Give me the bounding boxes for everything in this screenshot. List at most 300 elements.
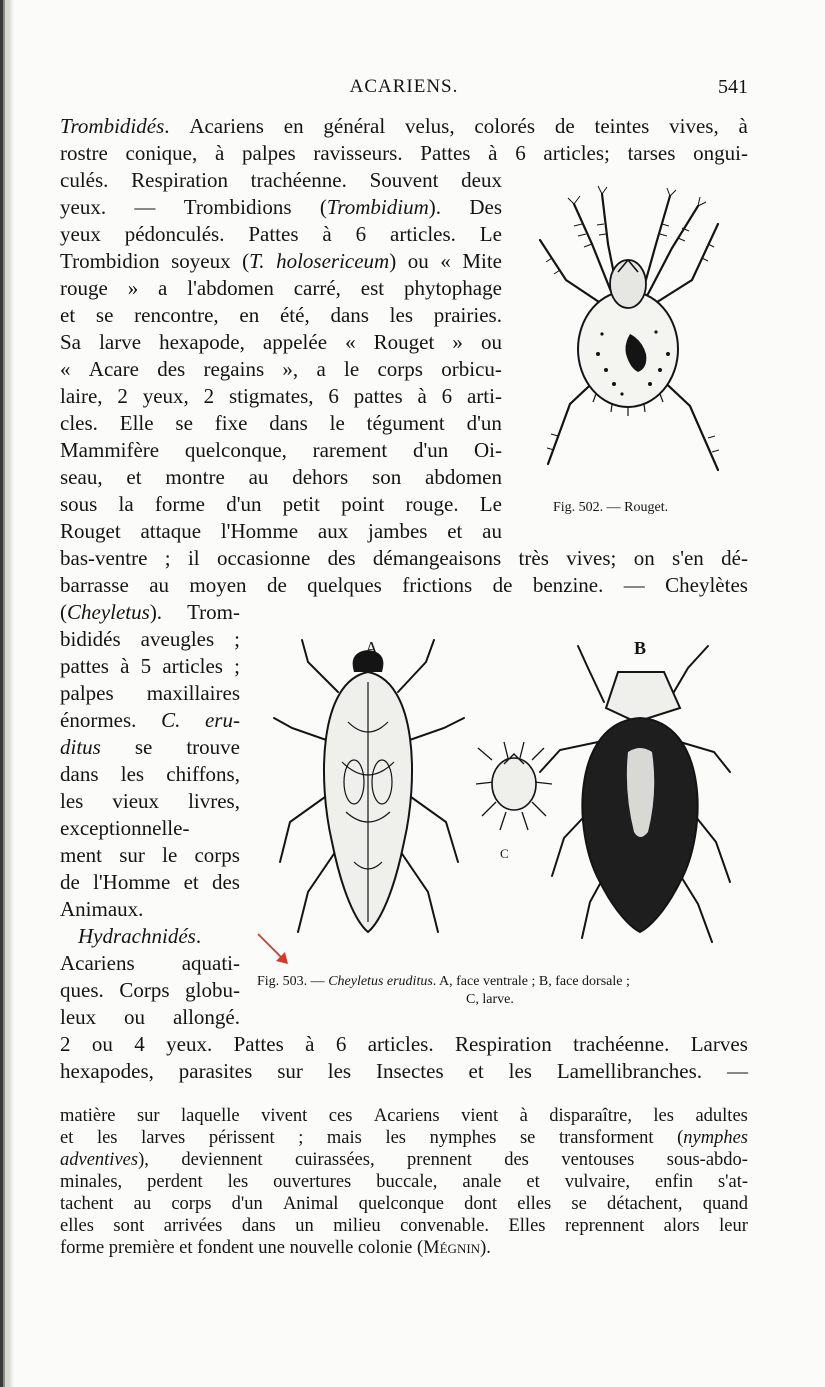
p1-line: [60, 383, 502, 410]
word: ongui-: [693, 141, 748, 165]
word: ou: [407, 249, 429, 273]
word: globu-: [185, 978, 240, 1002]
word: se: [571, 1194, 587, 1214]
p1-line: [60, 302, 502, 329]
word: reprennent: [565, 1216, 645, 1236]
word: le: [344, 357, 360, 381]
word: montre: [165, 465, 225, 489]
word: alors: [663, 1216, 700, 1236]
word: culés.: [60, 168, 109, 192]
word: est: [360, 276, 385, 300]
word: des: [211, 870, 240, 894]
word: et: [126, 465, 142, 489]
word: Pattes: [420, 141, 471, 165]
word: quand: [702, 1194, 748, 1214]
word: Souvent: [369, 168, 439, 192]
word: yeux,: [142, 384, 189, 408]
word: ou: [124, 1005, 146, 1029]
word: stigmates,: [228, 384, 314, 408]
word: velus,: [405, 114, 455, 138]
word: 4: [134, 1032, 145, 1056]
word: 6: [515, 141, 526, 165]
word: articles.: [367, 1032, 434, 1056]
word: Larves: [690, 1032, 748, 1056]
word: 2: [60, 1032, 71, 1056]
small-line: forme première et fondent une nouvelle colonie (Mégnin).: [60, 1238, 491, 1258]
word: vient: [461, 1106, 499, 1126]
small-line: [60, 1105, 748, 1127]
p1-line: [60, 329, 502, 356]
word: quelques: [307, 573, 382, 597]
word: corps: [194, 843, 240, 867]
word: un: [295, 1216, 314, 1236]
word: d'un: [466, 411, 502, 435]
word: Acariens: [373, 1106, 440, 1126]
cheyletus-ventral-drawing: [274, 640, 464, 932]
word: et: [60, 1128, 74, 1148]
page-number: 541: [718, 76, 748, 98]
word: pédonculés.: [124, 222, 225, 246]
word: laire,: [60, 384, 103, 408]
small-line: [60, 1215, 748, 1237]
word: d'un: [231, 1194, 263, 1214]
word: trachéenne.: [250, 168, 347, 192]
figure-503-label-a: A: [365, 638, 378, 658]
word: dont: [464, 1194, 498, 1214]
word: ;: [234, 627, 240, 651]
word: seau,: [60, 465, 103, 489]
word: Respiration: [131, 168, 228, 192]
word: deux: [461, 168, 502, 192]
cheyletus-larva-drawing: [476, 742, 552, 830]
word: et: [468, 1059, 484, 1083]
word: arrivées: [163, 1216, 223, 1236]
word: 6: [441, 384, 453, 408]
p2-line: [60, 599, 240, 626]
word: regains: [203, 357, 265, 381]
word: l'Homme: [220, 519, 299, 543]
word: les: [385, 1128, 406, 1148]
word: yeux: [60, 222, 101, 246]
word: trouve: [186, 735, 240, 759]
p2-line: [60, 1004, 240, 1031]
word: au: [248, 465, 269, 489]
word: carré,: [293, 276, 341, 300]
word: et: [447, 519, 463, 543]
word: parasites: [178, 1059, 253, 1083]
p1-line: [60, 518, 502, 545]
word: pattes: [60, 654, 109, 678]
word: énormes.: [60, 708, 137, 732]
word: les: [120, 762, 145, 786]
word: dans: [330, 303, 369, 327]
p2-line: Animaux.: [60, 897, 144, 921]
word: ditus: [60, 735, 101, 759]
word: abdomen: [425, 465, 502, 489]
word: à: [738, 114, 748, 138]
word: Acare: [88, 357, 139, 381]
word: arti-: [466, 384, 502, 408]
word: vives,: [669, 114, 719, 138]
word: »,: [282, 357, 299, 381]
word: Trombidions: [183, 195, 292, 219]
p1-line: [60, 140, 748, 167]
word: détachent,: [607, 1194, 683, 1214]
word: les: [653, 1106, 674, 1126]
word: ventouses: [561, 1150, 635, 1170]
word: forme: [154, 492, 206, 516]
word: la: [118, 492, 134, 516]
p1-line: [60, 167, 502, 194]
figure-502-rouget: [522, 184, 734, 494]
word: holosericeum): [276, 249, 397, 273]
word: a: [158, 276, 168, 300]
word: ouvertures: [273, 1172, 352, 1192]
word: cles.: [60, 411, 98, 435]
word: (Cheyletus).: [60, 600, 163, 624]
word: leur: [719, 1216, 748, 1236]
word: de: [60, 870, 80, 894]
word: aveugles: [140, 627, 215, 651]
word: frictions: [402, 573, 473, 597]
word: aux: [317, 519, 349, 543]
word: rarement: [312, 438, 388, 462]
word: des: [157, 357, 186, 381]
word: —: [134, 195, 156, 219]
page-binding-edge: [0, 0, 14, 1387]
p1-line: [60, 545, 748, 572]
word: hexapode,: [159, 330, 245, 354]
word: C.: [161, 708, 181, 732]
word: bas-ventre: [60, 546, 148, 570]
word: —: [623, 573, 645, 597]
word: de: [554, 114, 575, 138]
word: anale: [462, 1172, 502, 1192]
word: ;: [234, 654, 240, 678]
word: en: [239, 303, 260, 327]
word: (Trombidium).: [319, 195, 441, 219]
word: point: [341, 492, 385, 516]
word: très: [518, 546, 549, 570]
figure-503-caption: [257, 974, 630, 990]
word: larves: [141, 1128, 186, 1148]
word: se: [134, 735, 153, 759]
word: 6: [335, 1032, 347, 1056]
word: de: [492, 573, 513, 597]
word: au: [149, 573, 170, 597]
word: Rouget: [60, 519, 121, 543]
red-annotation-arrow: [254, 930, 294, 970]
word: appelée: [262, 330, 328, 354]
word: des: [327, 546, 356, 570]
word: Pattes: [233, 1032, 284, 1056]
word: moyen: [189, 573, 247, 597]
word: teintes: [594, 114, 650, 138]
word: les: [60, 789, 84, 813]
word: buccale,: [376, 1172, 438, 1192]
word: sous-abdo-: [666, 1150, 748, 1170]
word: Acariens: [60, 951, 135, 975]
word: exceptionnelle-: [60, 816, 190, 840]
word: hexapodes,: [60, 1059, 154, 1083]
word: nymphes: [429, 1128, 497, 1148]
figure-503-caption-prefix: Fig. 503. —: [257, 974, 329, 989]
word: adultes: [695, 1106, 748, 1126]
p1-line: [60, 464, 502, 491]
word: »: [452, 330, 463, 354]
word: allongé.: [172, 1005, 240, 1029]
p2-line: [60, 950, 240, 977]
word: en: [283, 114, 304, 138]
word: les: [227, 1172, 249, 1192]
word: Mite: [462, 249, 502, 273]
p1-line: [60, 194, 502, 221]
word: Acariens: [189, 114, 264, 138]
word: ;: [298, 1128, 304, 1148]
figure-503-label-b: B: [634, 638, 647, 658]
word: 2: [203, 384, 215, 408]
word: a: [316, 357, 326, 381]
word: leux: [60, 1005, 97, 1029]
word: vives;: [566, 546, 617, 570]
word: dé-: [721, 546, 748, 570]
figure-503-label-c: C: [500, 846, 509, 861]
word: l'Homme: [93, 870, 171, 894]
word: son: [372, 465, 402, 489]
p1-line: [60, 572, 748, 599]
word: aquati-: [181, 951, 240, 975]
word: mais: [326, 1128, 362, 1148]
word: pattes: [353, 384, 403, 408]
word: «: [440, 249, 451, 273]
word: occasionne: [216, 546, 311, 570]
word: colorés: [474, 114, 536, 138]
p2-line: Hydrachnidés.: [78, 924, 202, 948]
word: Cheylètes: [665, 573, 748, 597]
figure-503-caption-species: Cheyletus eruditus: [328, 974, 433, 989]
word: Oi-: [473, 438, 502, 462]
p2-line: [60, 734, 240, 761]
p2-line: [60, 626, 240, 653]
word: quelconque: [358, 1194, 444, 1214]
word: Sa: [60, 330, 81, 354]
word: corps: [171, 1194, 212, 1214]
word: elles: [517, 1194, 552, 1214]
word: ravisseurs.: [313, 141, 403, 165]
word: sur: [119, 843, 145, 867]
word: au: [133, 1194, 152, 1214]
word: Elle: [119, 411, 154, 435]
figure-503-caption-views: . A, face ventrale ; B, face dorsale ;: [432, 974, 630, 989]
word: (nymphes: [677, 1128, 748, 1148]
word: prennent: [407, 1150, 472, 1170]
p2-line: [60, 788, 240, 815]
word: rostre: [60, 141, 108, 165]
cheyletus-dorsal-drawing: [540, 646, 730, 942]
word: périssent: [208, 1128, 275, 1148]
word: dans: [60, 762, 99, 786]
word: dans: [269, 411, 308, 435]
word: palpes: [242, 141, 296, 165]
word: de: [266, 573, 287, 597]
word: ou: [480, 330, 502, 354]
word: à: [417, 384, 427, 408]
word: Le: [479, 222, 502, 246]
p2-line: [60, 842, 240, 869]
p2-line: [60, 680, 240, 707]
word: livres,: [188, 789, 240, 813]
word: à: [322, 222, 332, 246]
word: transforment: [558, 1128, 654, 1148]
p1-line: [60, 437, 502, 464]
word: à: [214, 141, 225, 165]
word: sous: [60, 492, 98, 516]
word: Pattes: [248, 222, 299, 246]
word: les: [327, 1059, 352, 1083]
word: cuirassées,: [294, 1150, 375, 1170]
word: larve: [99, 330, 142, 354]
p2-line: [60, 977, 240, 1004]
word: 6: [328, 384, 339, 408]
word: au: [482, 519, 502, 543]
small-line: [60, 1193, 748, 1215]
word: ;: [164, 546, 171, 570]
word: articles.: [390, 222, 456, 246]
word: Trom-: [187, 600, 240, 624]
word: sont: [113, 1216, 145, 1236]
word: matière: [60, 1106, 116, 1126]
word: à: [305, 1032, 315, 1056]
word: se: [519, 1128, 536, 1148]
word: —: [726, 1059, 748, 1083]
word: bididés: [60, 627, 121, 651]
word: les: [389, 303, 413, 327]
word: adventives),: [60, 1150, 149, 1170]
word: elles: [60, 1216, 94, 1236]
word: Corps: [119, 978, 170, 1002]
word: Respiration: [454, 1032, 552, 1056]
p2-line: [60, 707, 240, 734]
word: d'un: [226, 492, 262, 516]
p2-line: [60, 869, 240, 896]
word: vulvaire,: [564, 1172, 630, 1192]
word: Le: [479, 492, 502, 516]
word: il: [187, 546, 200, 570]
small-line: [60, 1171, 748, 1193]
word: phytophage: [403, 276, 502, 300]
word: rouge.: [405, 492, 459, 516]
word: Rouget: [373, 330, 435, 354]
word: vieux: [112, 789, 160, 813]
word: tégument: [366, 411, 445, 435]
word: eru-: [204, 708, 240, 732]
word: 2: [117, 384, 128, 408]
word: enfin: [654, 1172, 693, 1192]
word: dans: [241, 1216, 276, 1236]
word: attaque: [140, 519, 202, 543]
word: à: [120, 654, 130, 678]
word: Trombididés.: [60, 114, 170, 138]
word: dehors: [292, 465, 349, 489]
word: ou: [91, 1032, 113, 1056]
p1-line: [60, 248, 502, 275]
word: convenable.: [400, 1216, 489, 1236]
page-header: [60, 76, 748, 102]
word: «: [60, 357, 71, 381]
word: (T.: [242, 249, 265, 273]
word: Lamellibranches.: [556, 1059, 703, 1083]
word: Mammifère: [60, 438, 160, 462]
word: fixe: [214, 411, 248, 435]
word: sur: [136, 1106, 160, 1126]
word: Elles: [508, 1216, 546, 1236]
word: démangeaisons: [372, 546, 502, 570]
word: ces: [328, 1106, 353, 1126]
p2-line: [60, 815, 240, 842]
word: et: [60, 303, 76, 327]
word: jambes: [367, 519, 428, 543]
word: rencontre,: [134, 303, 219, 327]
word: Animal: [282, 1194, 339, 1214]
p2-line: [60, 1031, 748, 1058]
word: yeux.: [166, 1032, 213, 1056]
word: 5: [140, 654, 152, 678]
p1-line: [60, 491, 502, 518]
running-head: ACARIENS.: [349, 76, 459, 97]
figure-503-caption-line-2: C, larve.: [466, 992, 514, 1007]
word: ment: [60, 843, 102, 867]
word: ques.: [60, 978, 104, 1002]
word: s'at-: [717, 1172, 748, 1192]
word: prairies.: [433, 303, 502, 327]
word: »: [127, 276, 139, 300]
word: Trombidion: [60, 249, 160, 273]
word: tachent: [60, 1194, 114, 1214]
word: 6: [355, 222, 367, 246]
word: petit: [282, 492, 320, 516]
word: sur: [277, 1059, 303, 1083]
word: d'un: [412, 438, 449, 462]
word: maxillaires: [146, 681, 240, 705]
p2-line: [60, 653, 240, 680]
word: le: [329, 411, 345, 435]
p1-line: [60, 113, 748, 140]
p2-line: [60, 1058, 748, 1085]
word: minales,: [60, 1172, 123, 1192]
word: benzine.: [532, 573, 604, 597]
word: yeux.: [60, 195, 107, 219]
word: Insectes: [376, 1059, 444, 1083]
word: se: [175, 411, 193, 435]
p2-line: [60, 761, 240, 788]
word: trachéenne.: [573, 1032, 670, 1056]
word: conique,: [125, 141, 198, 165]
word: barrasse: [60, 573, 129, 597]
p1-line: [60, 410, 502, 437]
word: les: [508, 1059, 532, 1083]
word: Des: [469, 195, 502, 219]
word: «: [345, 330, 356, 354]
word: général: [323, 114, 386, 138]
word: orbicu-: [441, 357, 502, 381]
word: soyeux: [171, 249, 231, 273]
word: le: [162, 843, 178, 867]
figure-503-cheyletus: [268, 632, 748, 962]
word: les: [96, 1128, 118, 1148]
figure-502-caption: Fig. 502. — Rouget.: [553, 500, 669, 515]
word: s'en: [672, 546, 704, 570]
word: chiffons,: [166, 762, 240, 786]
